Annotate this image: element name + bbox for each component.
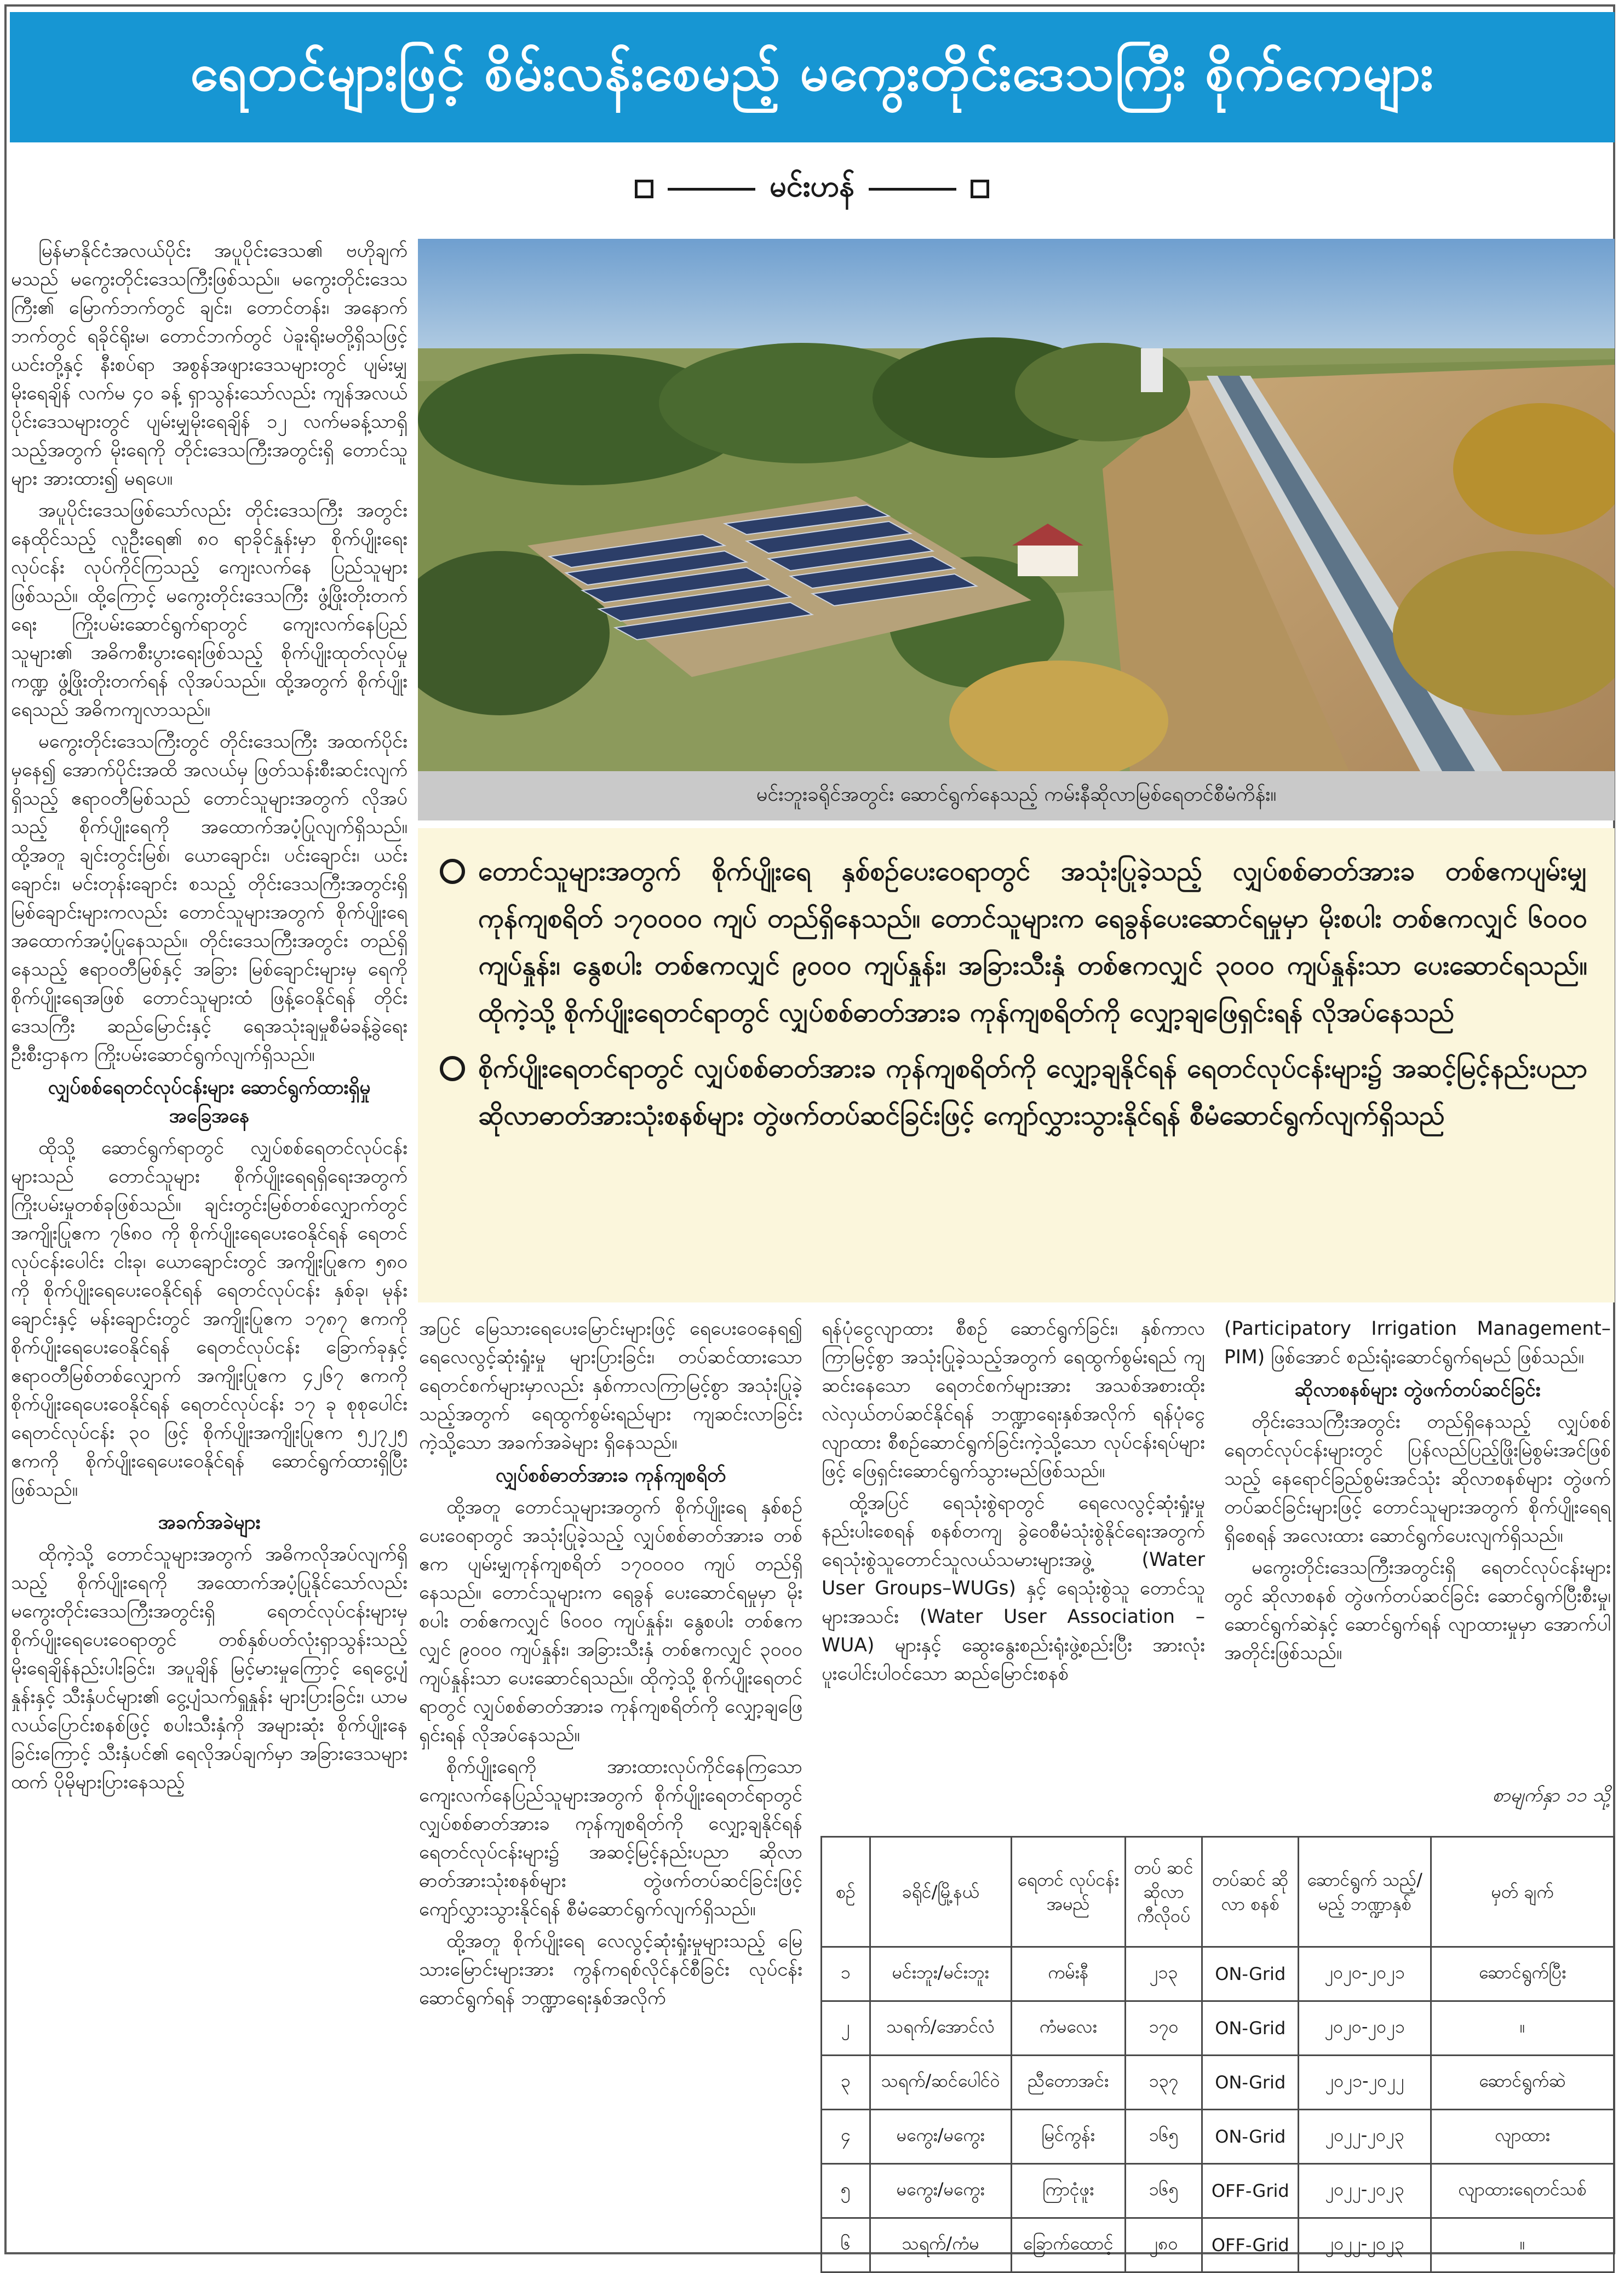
table-cell: ကြာငုံဖူး: [1011, 2164, 1125, 2218]
solar-projects-table: [820, 1836, 1615, 2273]
table-header: ရေတင် လုပ်ငန်း အမည်: [1011, 1837, 1125, 1947]
table-cell: ၄: [822, 2110, 870, 2164]
highlight-text: တောင်သူများအတွက် စိုက်ပျိုးရေ နှစ်စဉ်ပေးဝေရာတွင် အသုံးပြုခဲ့သည့် လျှပ်စစ်ဓာတ်အားခ တစ်ဧကပျမ်းမျှကုန်ကျစရိတ် ၁၇၀၀၀၀ ကျပ် တည်ရှိနေသည်။ တောင်သူများက ရေခွန်ပေးဆောင်ရမှုမှာ မိုးစပါး တစ်ဧကလျှင် ၆၀၀၀ ကျပ်နှုန်း၊ နွေစပါး တစ်ဧကလျှင် ၉၀၀၀ ကျပ်နှုန်း၊ အခြားသီးနှံ တစ်ဧကလျှင် ၃၀၀၀ ကျပ်နှုန်းသာ ပေးဆောင်ရသည်။ ထိုကဲ့သို့ စိုက်ပျိုးရေတင်ရာတွင် လျှပ်စစ်ဓာတ်အားခ ကုန်ကျစရိတ်ကို လျှော့ချဖြေရှင်းရန် လိုအပ်နေသည်: [478, 856, 1587, 1028]
table-cell: ၂၀၂၀-၂၀၂၁: [1299, 1947, 1431, 2001]
table-cell: မြင်ကွန်း: [1011, 2110, 1125, 2164]
table-header: ခရိုင်/မြို့နယ်: [870, 1837, 1011, 1947]
table-row: [822, 2110, 1614, 2164]
table-cell: ၅: [822, 2164, 870, 2218]
table-cell: ၂၈၀: [1125, 2218, 1202, 2272]
table-cell: ၃: [822, 2056, 870, 2110]
table-cell: OFF-Grid: [1202, 2164, 1299, 2218]
table-cell: သရက်/အောင်လံ: [870, 2001, 1011, 2056]
table-cell: ၂၀၂၀-၂၀၂၁: [1299, 2001, 1431, 2056]
author-name: မင်းဟန်: [769, 168, 855, 203]
table-cell: ၁၇၀: [1125, 2001, 1202, 2056]
table-cell: ကံမလေး: [1011, 2001, 1125, 2056]
highlight-text: စိုက်ပျိုးရေတင်ရာတွင် လျှပ်စစ်ဓာတ်အားခ ကုန်ကျစရိတ်ကို လျှော့ချနိုင်ရန် ရေတင်လုပ်ငန်းများ၌ အဆင့်မြင့်နည်းပညာ ဆိုလာဓာတ်အားသုံးစနစ်များ တွဲဖက်တပ်ဆင်ခြင်းဖြင့် ကျော်လွှားသွားနိုင်ရန် စီမံဆောင်ရွက်လျက်ရှိသည်: [478, 1053, 1587, 1131]
table-row: [822, 2001, 1614, 2056]
byline-rule: [869, 188, 956, 191]
byline-rule: [668, 188, 755, 191]
table-cell: ကမ်းနီ: [1011, 1947, 1125, 2001]
table-header: မှတ် ချက်: [1431, 1837, 1614, 1947]
table-cell: ၁၆၅: [1125, 2110, 1202, 2164]
highlight-box: [418, 828, 1615, 1302]
table-cell: လျာထား: [1431, 2110, 1614, 2164]
solar-farm-illustration: [418, 239, 1615, 771]
table-cell: ON-Grid: [1202, 2056, 1299, 2110]
continued-on-page: စာမျက်နှာ ၁၁ သို့: [1492, 1784, 1610, 1806]
table-cell: ၁: [822, 1947, 870, 2001]
column-3: [822, 1315, 1205, 1691]
table-cell: ။: [1431, 2001, 1614, 2056]
table-cell: OFF-Grid: [1202, 2218, 1299, 2272]
table-row: [822, 2056, 1614, 2110]
table-cell: ၂၀၂၂-၂၀၂၃: [1299, 2218, 1431, 2272]
table-header-row: [822, 1837, 1614, 1947]
table-cell: ၂: [822, 2001, 870, 2056]
table-cell: သရက်/ကံမ: [870, 2218, 1011, 2272]
table-cell: ဆောင်ရွက်ဆဲ: [1431, 2056, 1614, 2110]
photo-caption: [418, 771, 1615, 820]
table-cell: ၂၀၂၁-၂၀၂၂: [1299, 2056, 1431, 2110]
circle-bullet-icon: [440, 1056, 465, 1081]
column-2: [419, 1315, 802, 2016]
byline-square-icon: [635, 180, 653, 198]
table-cell: ။: [1431, 2218, 1614, 2272]
byline-square-icon: [971, 180, 989, 198]
table-cell: ၂၀၂၂-၂၀၂၃: [1299, 2164, 1431, 2218]
table-row: [822, 2164, 1614, 2218]
paragraph: မကွေးတိုင်းဒေသကြီးတွင် တိုင်းဒေသကြီး အထက်ပိုင်းမှနေ၍ အောက်ပိုင်းအထိ အလယ်မှ ဖြတ်သန်းစီးဆင်းလျက်ရှိသည့် ဧရာဝတီမြစ်သည် တောင်သူများအတွက် လိုအပ်သည့် စိုက်ပျိုးရေကို အထောက်အပံ့ပြုလျက်ရှိသည်။ ထို့အတူ ချင်းတွင်းမြစ်၊ ယောချောင်း၊ ပင်းချောင်း၊ ယင်းချောင်း၊ မင်းတုန်းချောင်း စသည့် တိုင်းဒေသကြီးအတွင်းရှိ မြစ်ချောင်းများကလည်း တောင်သူများအတွက် စိုက်ပျိုးရေ အထောက်အပံ့ပြုနေသည်။ တိုင်းဒေသကြီးအတွင်း တည်ရှိနေသည့် ဧရာဝတီမြစ်နှင့် အခြား မြစ်ချောင်းများမှ ရေကို စိုက်ပျိုးရေအဖြစ် တောင်သူများထံ ဖြန့်ဝေနိုင်ရန် တိုင်းဒေသကြီး ဆည်မြောင်းနှင့် ရေအသုံးချမှုစီမံခန့်ခွဲရေးဦးစီးဌာနက ကြိုးပမ်းဆောင်ရွက်လျက်ရှိသည်။: [11, 731, 408, 1066]
paragraph: ထိုသို့ ဆောင်ရွက်ရာတွင် လျှပ်စစ်ရေတင်လုပ်ငန်းများသည် တောင်သူများ စိုက်ပျိုးရေရရှိရေးအတွက် ကြိုးပမ်းမှုတစ်ခုဖြစ်သည်။ ချင်းတွင်းမြစ်တစ်လျှောက်တွင် အကျိုးပြုဧက ၇၆၈၀ ကို စိုက်ပျိုးရေပေးဝေနိုင်ရန် ရေတင်လုပ်ငန်းပေါင်း ငါးခု၊ ယောချောင်းတွင် အကျိုးပြုဧက ၅၈၀ ကို စိုက်ပျိုးရေပေးဝေနိုင်ရန် ရေတင်လုပ်ငန်း နှစ်ခု၊ မုန်းချောင်းနှင့် မန်းချောင်းတွင် အကျိုးပြုဧက ၁၇၈၇ ဧကကို စိုက်ပျိုးရေပေးဝေနိုင်ရန် ရေတင်လုပ်ငန်း ခြောက်ခုနှင့် ဧရာဝတီမြစ်တစ်လျှောက် အကျိုးပြုဧက ၄၂၆၇ ဧကကို စိုက်ပျိုးရေပေးဝေနိုင်ရန် ရေတင်လုပ်ငန်း ၁၇ ခု စုစုပေါင်း ရေတင်လုပ်ငန်း ၃၀ ဖြင့် စိုက်ပျိုးအကျိုးပြုဧက ၅၂၇၂၅ ဧကကို စိုက်ပျိုးရေပေးဝေနိုင်ရန် ဆောင်ရွက်ထားရှိပြီးဖြစ်သည်။: [11, 1137, 408, 1501]
paragraph: (Participatory Irrigation Management–PIM) ဖြစ်အောင် စည်းရုံးဆောင်ရွက်ရမည် ဖြစ်သည်။: [1224, 1318, 1611, 1368]
paragraph: မြန်မာနိုင်ငံအလယ်ပိုင်း အပူပိုင်းဒေသ၏ ဗဟိုချက်မသည် မကွေးတိုင်းဒေသကြီးဖြစ်သည်။ မကွေးတိုင်းဒေသကြီး၏ မြောက်ဘက်တွင် ချင်း၊ တောင်တန်း၊ အနောက်ဘက်တွင် ရခိုင်ရိုးမ၊ တောင်ဘက်တွင် ပဲခူးရိုးမတို့ရှိသဖြင့် ယင်းတို့နှင့် နီးစပ်ရာ အစွန်အဖျားဒေသများတွင် ပျမ်းမျှမိုးရေချိန် လက်မ ၄၀ ခန့် ရှာသွန်းသော်လည်း ကျန်အလယ်ပိုင်းဒေသများတွင် ပျမ်းမျှမိုးရေချိန် ၁၂ လက်မခန့်သာရှိသည့်အတွက် မိုးရေကို တိုင်းဒေသကြီးအတွင်းရှိ တောင်သူများ အားထား၍ မရပေ။: [11, 240, 408, 490]
table-header: စဉ်: [822, 1837, 870, 1947]
table-header: တပ်ဆင် ဆိုလာ စနစ်: [1202, 1837, 1299, 1947]
table-cell: ၆: [822, 2218, 870, 2272]
section-heading: အခက်အခဲများ: [158, 1512, 261, 1534]
paragraph: ထိုကဲ့သို့ တောင်သူများအတွက် အဓိကလိုအပ်လျက်ရှိသည့် စိုက်ပျိုးရေကို အထောက်အပံ့ပြုနိုင်သော်လည်း မကွေးတိုင်းဒေသကြီးအတွင်းရှိ ရေတင်လုပ်ငန်းများမှ စိုက်ပျိုးရေပေးဝေရာတွင် တစ်နှစ်ပတ်လုံးရှာသွန်းသည့် မိုးရေချိန်နည်းပါးခြင်း၊ အပူချိန် မြင့်မားမှုကြောင့် ရေငွေ့ပျံနှုန်းနှင့် သီးနှံပင်များ၏ ငွေ့ပျံသက်ရှူနှုန်း များပြားခြင်း၊ ယာမလယ်ပြောင်းစနစ်ဖြင့် စပါးသီးနှံကို အများဆုံး စိုက်ပျိုးနေခြင်းကြောင့် သီးနှံပင်၏ ရေလိုအပ်ချက်မှာ အခြားဒေသများထက် ပိုမိုများပြားနေသည့်: [11, 1543, 408, 1793]
table-cell: ခြောက်ထောင့်: [1011, 2218, 1125, 2272]
table-row: [822, 2218, 1614, 2272]
table-cell: ၂၁၃: [1125, 1947, 1202, 2001]
circle-bullet-icon: [440, 859, 465, 884]
highlight-point: [440, 848, 1587, 1036]
paragraph: တိုင်းဒေသကြီးအတွင်း တည်ရှိနေသည့် လျှပ်စစ်ရေတင်လုပ်ငန်းများတွင် ပြန်လည်ပြည့်ဖြိုးမြဲစွမ်းအင်ဖြစ်သည့် နေရောင်ခြည်စွမ်းအင်သုံး ဆိုလာစနစ်များ တွဲဖက်တပ်ဆင်ခြင်းများဖြင့် တောင်သူများအတွက် စိုက်ပျိုးရေရရှိစေရန် အလေးထား ဆောင်ရွက်ပေးလျက်ရှိသည်။: [1224, 1411, 1611, 1547]
photo-caption-text: မင်းဘူးခရိုင်အတွင်း ဆောင်ရွက်နေသည့် ကမ်းနီဆိုလာမြစ်ရေတင်စီမံကိန်း။: [756, 783, 1277, 806]
column-1: [11, 237, 408, 1800]
paragraph: ရန်ပုံငွေလျာထား စီစဉ် ဆောင်ရွက်ခြင်း၊ နှစ်ကာလကြာမြင့်စွာ အသုံးပြုခဲ့သည့်အတွက် ရေထွက်စွမ်းရည် ကျဆင်းနေသော ရေတင်စက်များအား အသစ်အစားထိုး လဲလှယ်တပ်ဆင်နိုင်ရန် ဘဏ္ဍာရေးနှစ်အလိုက် ရန်ပုံငွေလျာထား စီစဉ်ဆောင်ရွက်ခြင်းကဲ့သို့သော လုပ်ငန်းရပ်များဖြင့် ဖြေရှင်းဆောင်ရွက်သွားမည်ဖြစ်သည်။: [822, 1318, 1205, 1482]
article-title: [10, 12, 1615, 142]
paragraph: မကွေးတိုင်းဒေသကြီးအတွင်းရှိ ရေတင်လုပ်ငန်းများတွင် ဆိုလာစနစ် တွဲဖက်တပ်ဆင်ခြင်း ဆောင်ရွက်ပြီးစီးမှု၊ ဆောင်ရွက်ဆဲနှင့် ဆောင်ရွက်ရန် လျာထားမှုမှာ အောက်ပါအတိုင်းဖြစ်သည်။: [1224, 1557, 1611, 1664]
table-cell: ၂၀၂၂-၂၀၂၃: [1299, 2110, 1431, 2164]
table-cell: လျာထားရေတင်သစ်: [1431, 2164, 1614, 2218]
paragraph: အပြင် မြေသားရေပေးမြောင်းများဖြင့် ရေပေးဝေနေရ၍ ရေလေလွင့်ဆုံးရှုံးမှု များပြားခြင်း၊ တပ်ဆင်ထားသော ရေတင်စက်များမှာလည်း နှစ်ကာလကြာမြင့်စွာ အသုံးပြုခဲ့သည့်အတွက် ရေထွက်စွမ်းရည်များ ကျဆင်းလာခြင်း ကဲ့သို့သော အခက်အခဲများ ရှိနေသည်။: [419, 1318, 802, 1454]
paragraph: ထို့အတူ စိုက်ပျိုးရေ လေလွင့်ဆုံးရှုံးမှုများသည့် မြေသားမြောင်းများအား ကွန်ကရစ်လိုင်နင်စီခြင်း လုပ်ငန်းဆောင်ရွက်ရန် ဘဏ္ဍာရေးနှစ်အလိုက်: [419, 1930, 802, 2009]
solar-farm-photo: [418, 239, 1615, 771]
paragraph: စိုက်ပျိုးရေကို အားထားလုပ်ကိုင်နေကြသော ကျေးလက်နေပြည်သူများအတွက် စိုက်ပျိုးရေတင်ရာတွင် လျှပ်စစ်ဓာတ်အားခ ကုန်ကျစရိတ်ကို လျှော့ချနိုင်ရန် ရေတင်လုပ်ငန်းများ၌ အဆင့်မြင့်နည်းပညာ ဆိုလာဓာတ်အားသုံးစနစ်များ တွဲဖက်တပ်ဆင်ခြင်းဖြင့် ကျော်လွှားသွားနိုင်ရန် စီမံဆောင်ရွက်လျက်ရှိသည်။: [419, 1756, 802, 1920]
table-row: [822, 1947, 1614, 2001]
byline: [0, 164, 1624, 214]
paragraph: အပူပိုင်းဒေသဖြစ်သော်လည်း တိုင်းဒေသကြီး အတွင်း နေထိုင်သည့် လူဦးရေ၏ ၈၀ ရာခိုင်နှုန်းမှာ စိုက်ပျိုးရေးလုပ်ငန်း လုပ်ကိုင်ကြသည့် ကျေးလက်နေ ပြည်သူများဖြစ်သည်။ ထို့ကြောင့် မကွေးတိုင်းဒေသကြီး ဖွံ့ဖြိုးတိုးတက်ရေး ကြိုးပမ်းဆောင်ရွက်ရာတွင် ကျေးလက်နေပြည်သူများ၏ အဓိကစီးပွားရေးဖြစ်သည့် စိုက်ပျိုးထုတ်လုပ်မှုကဏ္ဍ ဖွံ့ဖြိုးတိုးတက်ရန် လိုအပ်သည်။ ထို့အတွက် စိုက်ပျိုးရေသည် အဓိကကျလာသည်။: [11, 500, 408, 721]
table-cell: မကွေး/မကွေး: [870, 2164, 1011, 2218]
paragraph: ထို့အတူ တောင်သူများအတွက် စိုက်ပျိုးရေ နှစ်စဉ် ပေးဝေရာတွင် အသုံးပြုခဲ့သည့် လျှပ်စစ်ဓာတ်အားခ တစ်ဧက ပျမ်းမျှကုန်ကျစရိတ် ၁၇၀၀၀၀ ကျပ် တည်ရှိနေသည်။ တောင်သူများက ရေခွန် ပေးဆောင်ရမှုမှာ မိုးစပါး တစ်ဧကလျှင် ၆၀၀၀ ကျပ်နှုန်း၊ နွေစပါး တစ်ဧကလျှင် ၉၀၀၀ ကျပ်နှုန်း၊ အခြားသီးနှံ တစ်ဧကလျှင် ၃၀၀၀ ကျပ်နှုန်းသာ ပေးဆောင်ရသည်။ ထိုကဲ့သို့ စိုက်ပျိုးရေတင်ရာတွင် လျှပ်စစ်ဓာတ်အားခ ကုန်ကျစရိတ်ကို လျှော့ချဖြေရှင်းရန် လိုအပ်နေသည်။: [419, 1496, 802, 1746]
article-title-text: ရေတင်များဖြင့် စိမ်းလန်းစေမည့် မကွေးတိုင်းဒေသကြီး စိုက်ကေများ: [190, 43, 1434, 102]
table-cell: မင်းဘူး/မင်းဘူး: [870, 1947, 1011, 2001]
table-cell: ညီတောအင်း: [1011, 2056, 1125, 2110]
section-heading: လျှပ်စစ်ရေတင်လုပ်ငန်းများ ဆောင်ရွက်ထားရှိမှု အခြေအနေ: [48, 1077, 371, 1127]
table-cell: ON-Grid: [1202, 2001, 1299, 2056]
table-cell: မကွေး/မကွေး: [870, 2110, 1011, 2164]
table-cell: သရက်/ဆင်ပေါင်ဝဲ: [870, 2056, 1011, 2110]
section-heading: ဆိုလာစနစ်များ တွဲဖက်တပ်ဆင်ခြင်း: [1294, 1379, 1541, 1401]
table-cell: ဆောင်ရွက်ပြီး: [1431, 1947, 1614, 2001]
table-cell: ၁၆၅: [1125, 2164, 1202, 2218]
paragraph: ထို့အပြင် ရေသုံးစွဲရာတွင် ရေလေလွင့်ဆုံးရှုံးမှု နည်းပါးစေရန် စနစ်တကျ ခွဲဝေစီမံသုံးစွဲနိုင်ရေးအတွက် ရေသုံးစွဲသူတောင်သူလယ်သမားများအဖွဲ့ (Water User Groups–WUGs) နှင့် ရေသုံးစွဲသူ တောင်သူများအသင်း (Water User Association – WUA) များနှင့် ဆွေးနွေးစည်းရုံးဖွဲ့စည်းပြီး အားလုံးပူးပေါင်းပါဝင်သော ဆည်မြောင်းစနစ်: [822, 1492, 1205, 1685]
highlight-point: [440, 1045, 1587, 1139]
table-header: တပ် ဆင် ဆိုလာ ကီလိုဝပ်: [1125, 1837, 1202, 1947]
section-heading: လျှပ်စစ်ဓာတ်အားခ ကုန်ကျစရိတ်: [495, 1465, 726, 1486]
table-cell: ၁၃၇: [1125, 2056, 1202, 2110]
table-header: ဆောင်ရွက် သည့်/မည့် ဘဏ္ဍာနှစ်: [1299, 1837, 1431, 1947]
column-4: [1224, 1315, 1611, 1671]
table-cell: ON-Grid: [1202, 2110, 1299, 2164]
table-cell: ON-Grid: [1202, 1947, 1299, 2001]
